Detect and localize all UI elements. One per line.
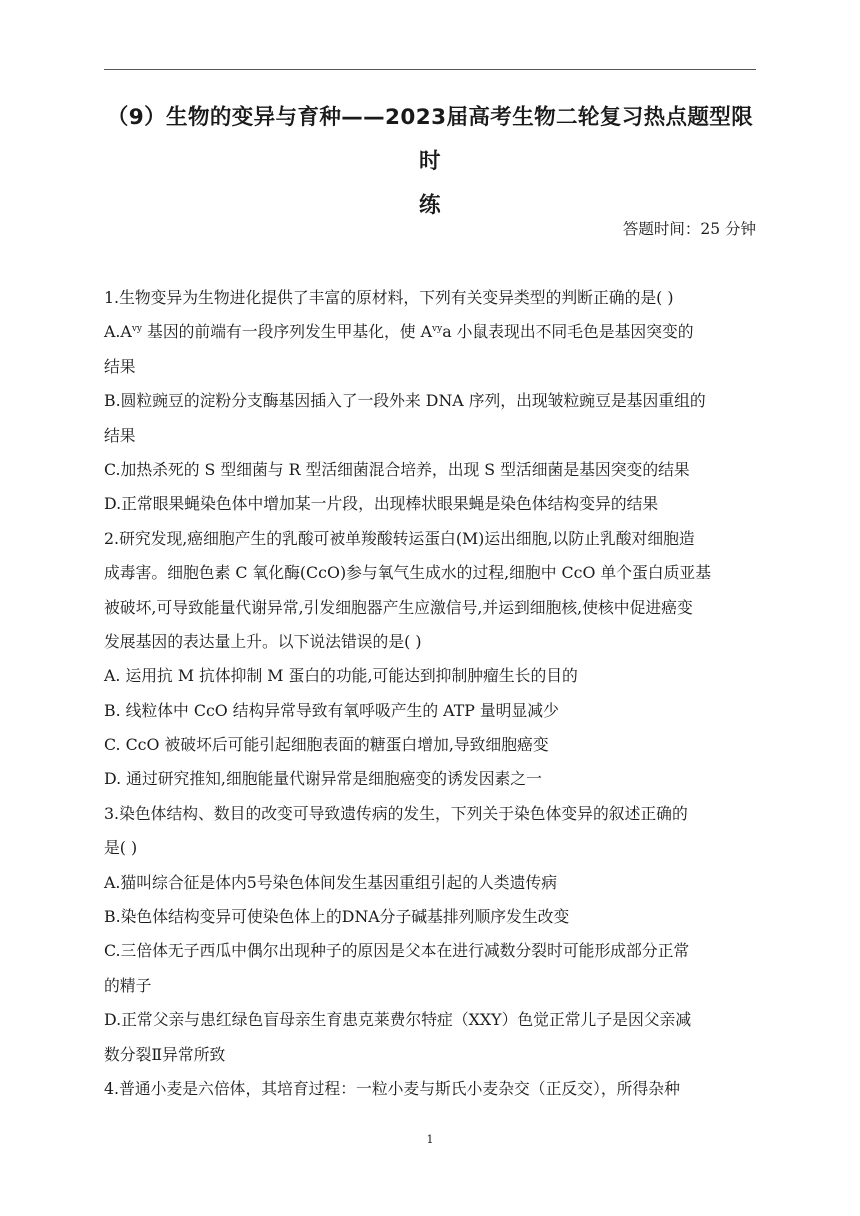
q1-stem: 1.生物变异为生物进化提供了丰富的原材料，下列有关变异类型的判断正确的是( ) bbox=[104, 288, 674, 307]
q3-option-d: D.正常父亲与患红绿色盲母亲生育患克莱费尔特症（XXY）色觉正常儿子是因父亲减 bbox=[104, 1010, 692, 1030]
question-list bbox=[104, 281, 756, 1106]
q2-stem-2: 成毒害。细胞色素 C 氧化酶(CcO)参与氧气生成水的过程,细胞中 CcO 单个蛋白质亚基 bbox=[104, 563, 711, 583]
q1-a-sup2: vy bbox=[432, 324, 443, 335]
title-line-1: （9）生物的变异与育种——2023届高考生物二轮复习热点题型限时 bbox=[106, 105, 754, 174]
q3-option-b: B.染色体结构变异可使染色体上的DNA分子碱基排列顺序发生改变 bbox=[104, 907, 570, 927]
q2-option-b: B. 线粒体中 CcO 结构异常导致有氧呼吸产生的 ATP 量明显减少 bbox=[104, 700, 559, 720]
q2-option-d: D. 通过研究推知,细胞能量代谢异常是细胞癌变的诱发因素之一 bbox=[104, 769, 542, 789]
q4-stem-1: 4.普通小麦是六倍体，其培育过程：一粒小麦与斯氏小麦杂交（正反交），所得杂种 bbox=[104, 1078, 680, 1098]
q3-option-c: C.三倍体无子西瓜中偶尔出现种子的原因是父本在进行减数分裂时可能形成部分正常 bbox=[104, 941, 690, 961]
q1-option-a bbox=[104, 315, 756, 349]
q3-option-c-cont: 的精子 bbox=[104, 975, 152, 995]
document-title bbox=[104, 96, 756, 228]
q3-option-a: A.猫叫综合征是体内5号染色体间发生基因重组引起的人类遗传病 bbox=[104, 872, 557, 892]
answer-time: 答题时间：25 分钟 bbox=[622, 220, 756, 238]
q1-option-b: B.圆粒豌豆的淀粉分支酶基因插入了一段外来 DNA 序列，出现皱粒豌豆是基因重组的 bbox=[104, 391, 706, 411]
q1-a-sup1: vy bbox=[131, 324, 143, 335]
q1-a-part3: a 小鼠表现出不同毛色是基因突变的 bbox=[442, 322, 694, 342]
header-rule bbox=[104, 69, 756, 70]
q3-stem-2: 是( ) bbox=[104, 838, 138, 858]
q3-option-d-cont: 数分裂Ⅱ异常所致 bbox=[104, 1044, 226, 1064]
q1-option-d: D.正常眼果蝇染色体中增加某一片段，出现棒状眼果蝇是染色体结构变异的结果 bbox=[104, 494, 659, 514]
q2-stem-4: 发展基因的表达量上升。以下说法错误的是( ) bbox=[104, 631, 422, 651]
q2-stem-1: 2.研究发现,癌细胞产生的乳酸可被单羧酸转运蛋白(M)运出细胞,以防止乳酸对细胞造 bbox=[104, 528, 695, 548]
q2-option-a: A. 运用抗 M 抗体抑制 M 蛋白的功能,可能达到抑制肿瘤生长的目的 bbox=[104, 666, 578, 686]
q1-option-b-cont: 结果 bbox=[104, 425, 136, 445]
q3-stem-1: 3.染色体结构、数目的改变可导致遗传病的发生，下列关于染色体变异的叙述正确的 bbox=[104, 803, 688, 823]
q2-option-c: C. CcO 被破坏后可能引起细胞表面的糖蛋白增加,导致细胞癌变 bbox=[104, 735, 549, 755]
page-number: 1 bbox=[426, 1133, 434, 1146]
title-line-2: 练 bbox=[419, 193, 441, 218]
q1-a-part2: 基因的前端有一段序列发生甲基化，使 A bbox=[142, 322, 433, 342]
q1-a-part1: A.A bbox=[104, 322, 132, 342]
q1-option-a-cont: 结果 bbox=[104, 356, 136, 376]
q1-option-c: C.加热杀死的 S 型细菌与 R 型活细菌混合培养，出现 S 型活细菌是基因突变的结果 bbox=[104, 459, 690, 479]
q2-stem-3: 被破坏,可导致能量代谢异常,引发细胞器产生应激信号,并运到细胞核,使核中促进癌变 bbox=[104, 597, 693, 617]
